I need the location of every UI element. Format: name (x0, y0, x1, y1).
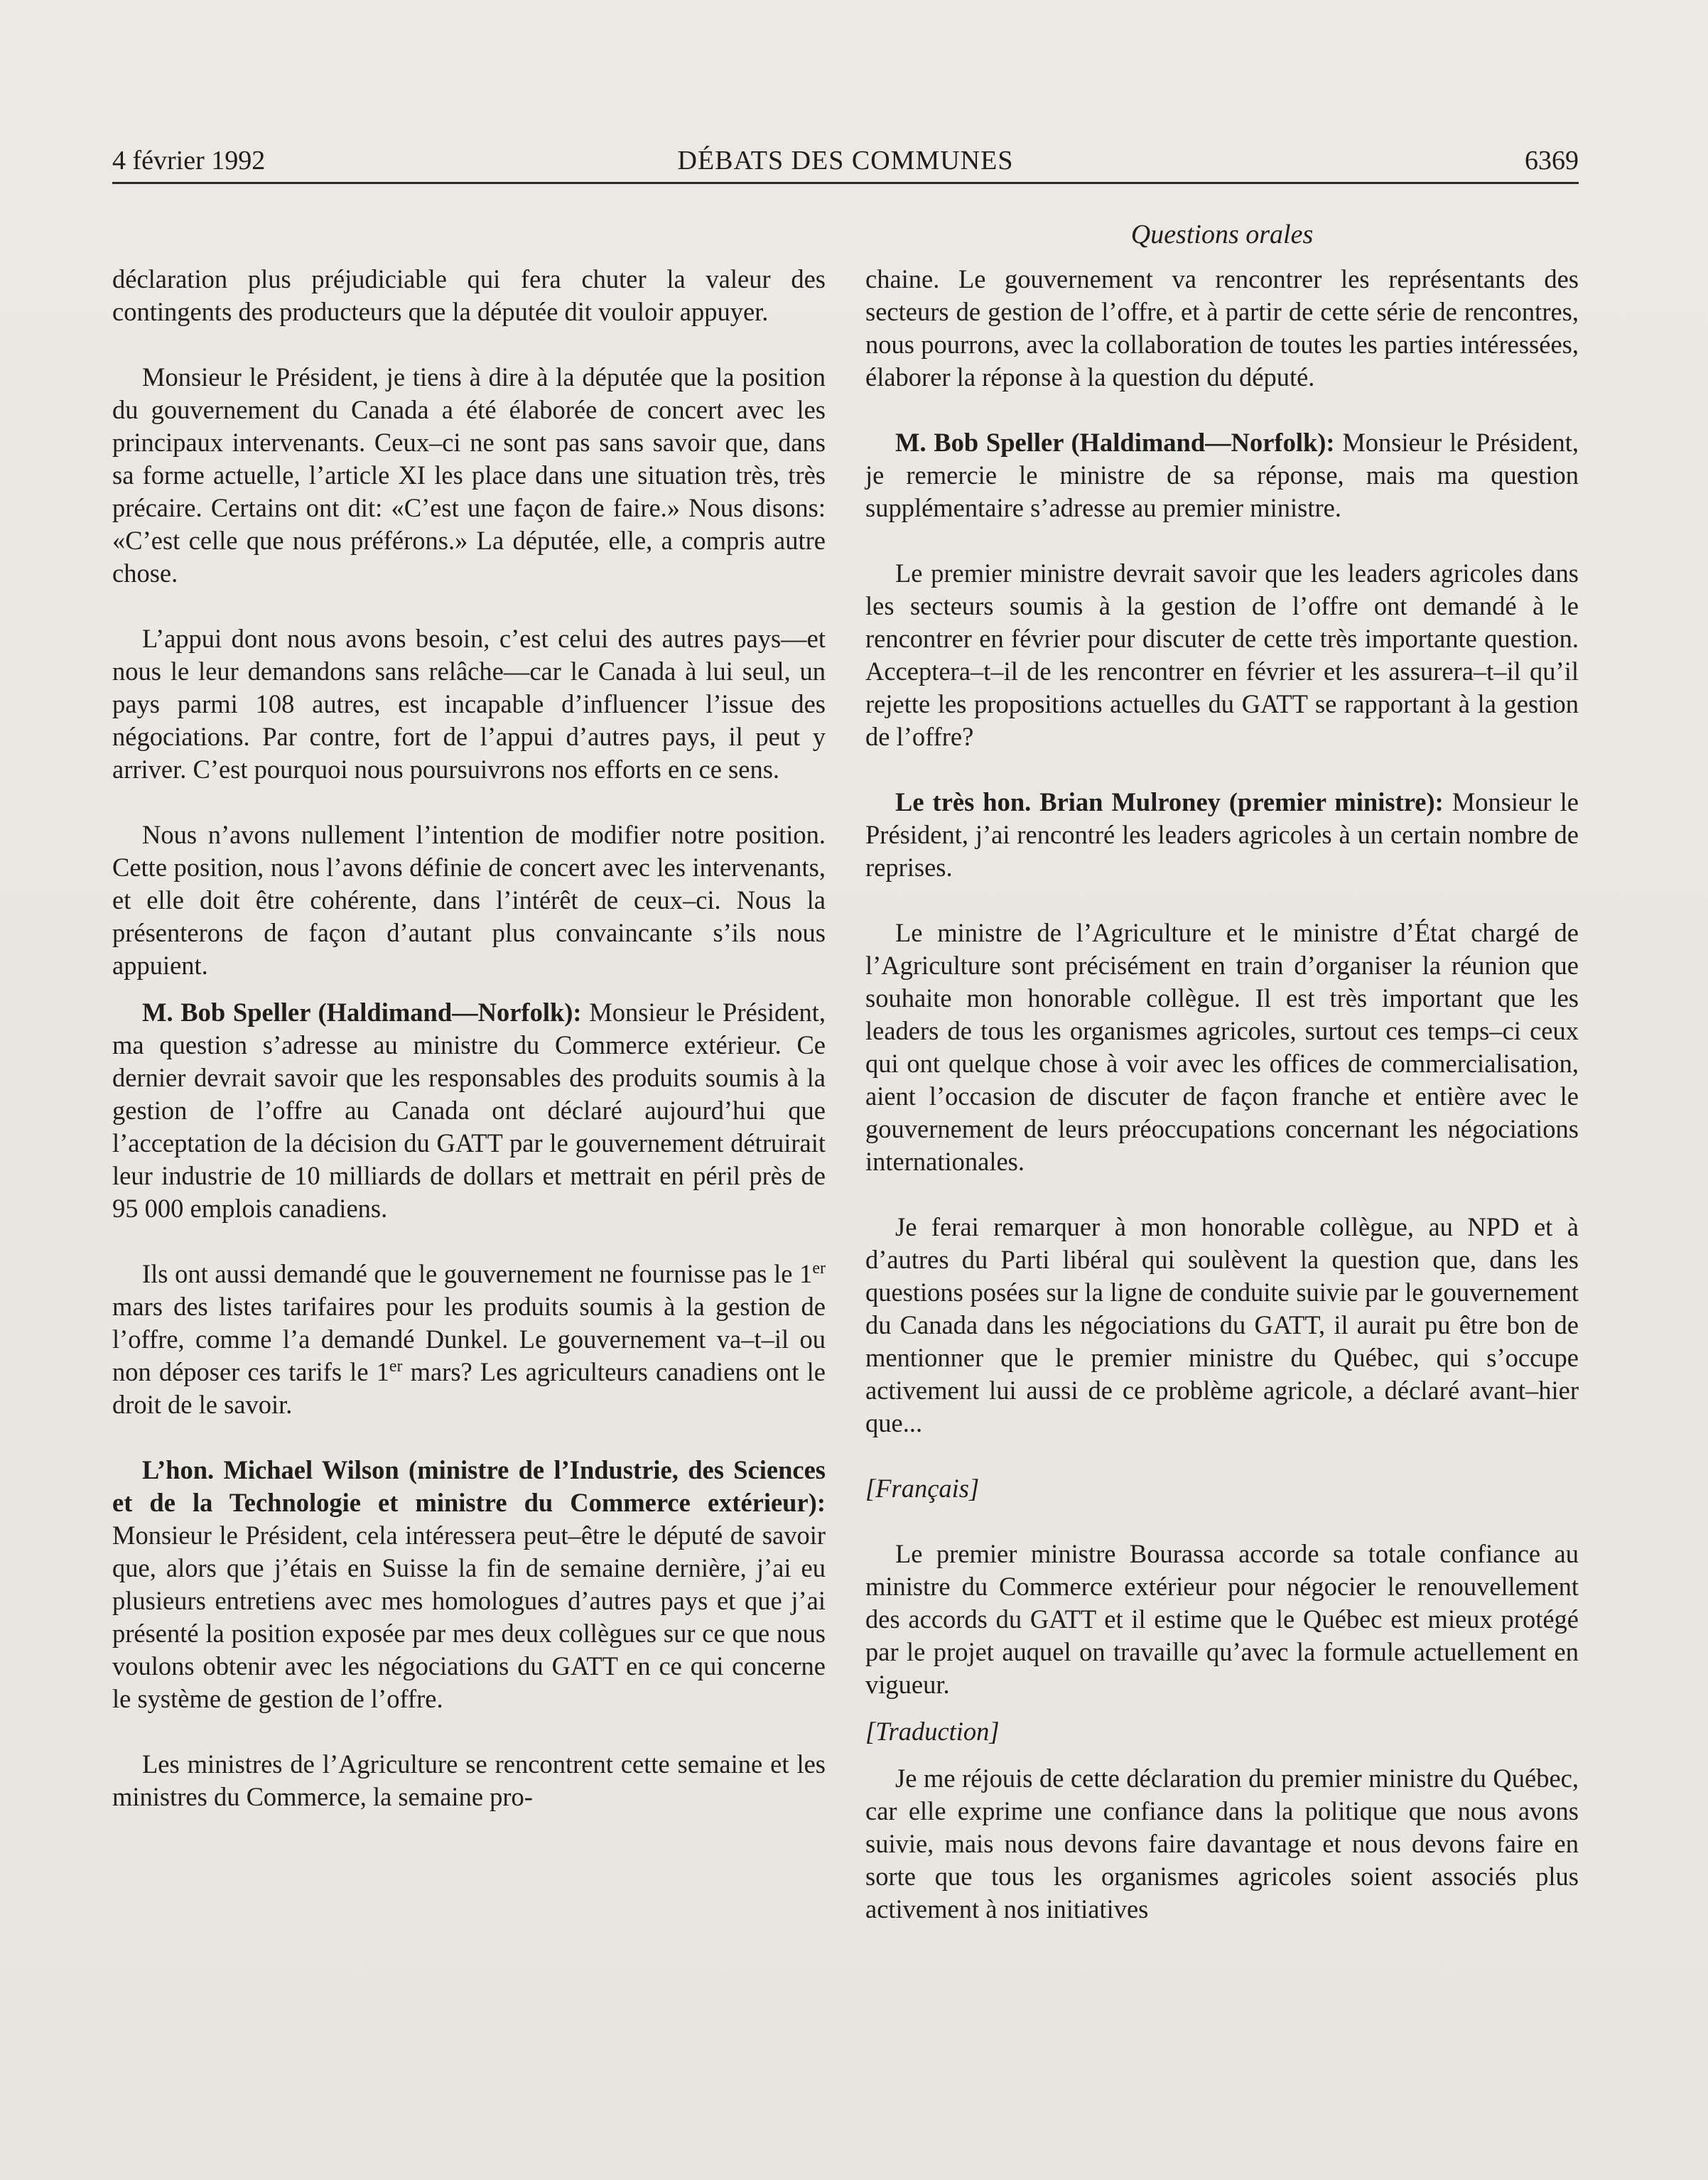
speech-text: mars? Les agriculteurs canadiens ont le droit de le savoir. (112, 1357, 826, 1419)
paragraph: Le premier ministre devrait savoir que les leaders agricoles dans les secteurs soumis à la gestion de l’offre ont demandé à le rencontrer en février pour discuter de cette très importante question. Acceptera–t–il de les rencontrer en février et les assurera–t–il qu’il rejette les propositions actuelles du GATT se rapportant à la gestion de l’offre? (865, 559, 1579, 751)
speaker-name: L’hon. Michael Wilson (ministre de l’Industrie, des Sciences et de la Technologie et ministre du Commerce extérieur): (112, 1455, 826, 1517)
right-column (865, 263, 1579, 1926)
language-marker: [Français] (865, 1474, 980, 1503)
paragraph (112, 1258, 826, 1421)
speech-text: Ils ont aussi demandé que le gouvernement ne fournisse pas le 1 (142, 1259, 813, 1288)
paragraph: chaine. Le gouvernement va rencontrer les représentants des secteurs de gestion de l’offre, et à partir de cette série de rencontres, nous pourrons, avec la collaboration de toutes les parties intéressées, élaborer la réponse à la question du député. (865, 264, 1579, 392)
paragraph: L’appui dont nous avons besoin, c’est celui des autres pays—et nous le leur demandons sans relâche—car le Canada à lui seul, un pays parmi 108 autres, est incapable d’influencer l’issue des négociations. Par contre, fort de l’appui d’autres pays, il peut y arriver. C’est pourquoi nous poursuivrons nos efforts en ce sens. (112, 624, 826, 784)
speech-text: Monsieur le Président, j’ai rencontré les leaders agricoles à un certain nombre de reprises. (865, 787, 1579, 882)
paragraph (865, 426, 1579, 524)
section-title: Questions orales (1130, 220, 1314, 249)
page-header (112, 139, 1579, 184)
paragraph (112, 1454, 826, 1715)
header-date: 4 février 1992 (112, 146, 266, 176)
paragraph: Le ministre de l’Agriculture et le ministre d’État chargé de l’Agriculture sont précisément en train d’organiser la réunion que souhaite mon honorable collègue. Il est très important que les leaders de tous les organismes agricoles, surtout ces temps–ci ceux qui ont quelque chose à voir avec les offices de commercialisation, aient l’occasion de discuter de façon franche et entière avec le gouvernement de leurs préoccupations concernant les négociations internationales. (865, 918, 1579, 1176)
header-title: DÉBATS DES COMMUNES (677, 146, 1014, 176)
speech-text: mars des listes tarifaires pour les produits soumis à la gestion de l’offre, comme l’a demandé Dunkel. Le gouvernement va–t–il ou non déposer ces tarifs le 1 (112, 1292, 826, 1386)
paragraph: déclaration plus préjudiciable qui fera chuter la valeur des contingents des producteurs que la députée dit vouloir appuyer. (112, 264, 826, 326)
superscript: er (812, 1258, 826, 1278)
paragraph (865, 786, 1579, 884)
speaker-name: M. Bob Speller (Haldimand—Norfolk): (142, 998, 582, 1027)
paragraph: Monsieur le Président, je tiens à dire à la députée que la position du gouvernement du Canada a été élaborée de concert avec les principaux intervenants. Ceux–ci ne sont pas sans savoir que, dans sa forme actuelle, l’article XI les place dans une situation très, très précaire. Certains ont dit: «C’est une façon de faire.» Nous disons: «C’est celle que nous préférons.» La députée, elle, a compris autre chose. (112, 362, 826, 588)
language-marker: [Traduction] (865, 1717, 1000, 1746)
header-page-number: 6369 (1525, 146, 1579, 176)
left-column (112, 263, 826, 1813)
speech-text: Monsieur le Président, ma question s’adresse au ministre du Commerce extérieur. Ce dernier devrait savoir que les responsables des produits soumis à la gestion de l’offre au Canada ont déclaré aujourd’hui que l’acceptation de la décision du GATT par le gouvernement détruirait leur industrie de 10 milliards de dollars et mettrait en péril près de 95 000 emplois canadiens. (112, 998, 826, 1223)
paragraph: Le premier ministre Bourassa accorde sa totale confiance au ministre du Commerce extérieur pour négocier le renouvellement des accords du GATT et il estime que le Québec est mieux protégé par le projet auquel on travaille qu’avec la formule actuellement en vigueur. (865, 1539, 1579, 1699)
speech-text: Monsieur le Président, je remercie le ministre de sa réponse, mais ma question supplémentaire s’adresse au premier ministre. (865, 428, 1579, 522)
paragraph: Nous n’avons nullement l’intention de modifier notre position. Cette position, nous l’avons définie de concert avec les intervenants, et elle doit être cohérente, dans l’intérêt de ceux–ci. Nous la présenterons de façon d’autant plus convaincante s’ils nous appuient. (112, 820, 826, 980)
speaker-name: Le très hon. Brian Mulroney (premier ministre): (895, 787, 1444, 816)
superscript: er (389, 1356, 403, 1376)
paragraph: Les ministres de l’Agriculture se rencontrent cette semaine et les ministres du Commerce, la semaine pro- (112, 1749, 826, 1811)
speaker-name: M. Bob Speller (Haldimand—Norfolk): (895, 428, 1335, 457)
paragraph: Je me réjouis de cette déclaration du premier ministre du Québec, car elle exprime une confiance dans la politique que nous avons suivie, mais nous devons faire davantage et nous devons faire en sorte que tous les organismes agricoles soient associés plus activement à nos initiatives (865, 1764, 1579, 1923)
paragraph (112, 996, 826, 1225)
paragraph: Je ferai remarquer à mon honorable collègue, au NPD et à d’autres du Parti libéral qui soulèvent la question que, dans les questions posées sur la ligne de conduite suivie par le gouvernement du Canada dans les négociations du GATT, il aurait pu être bon de mentionner que le premier ministre du Québec, qui s’occupe activement lui aussi de ce problème agricole, a déclaré avant–hier que... (865, 1212, 1579, 1437)
speech-text: Monsieur le Président, cela intéressera peut–être le député de savoir que, alors que j’étais en Suisse la fin de semaine dernière, j’ai eu plusieurs entretiens avec mes homologues d’autres pays et que j’ai présenté la position exposée par mes deux collègues sur ce que nous voulons obtenir avec les négociations du GATT en ce qui concerne le système de gestion de l’offre. (112, 1521, 826, 1713)
